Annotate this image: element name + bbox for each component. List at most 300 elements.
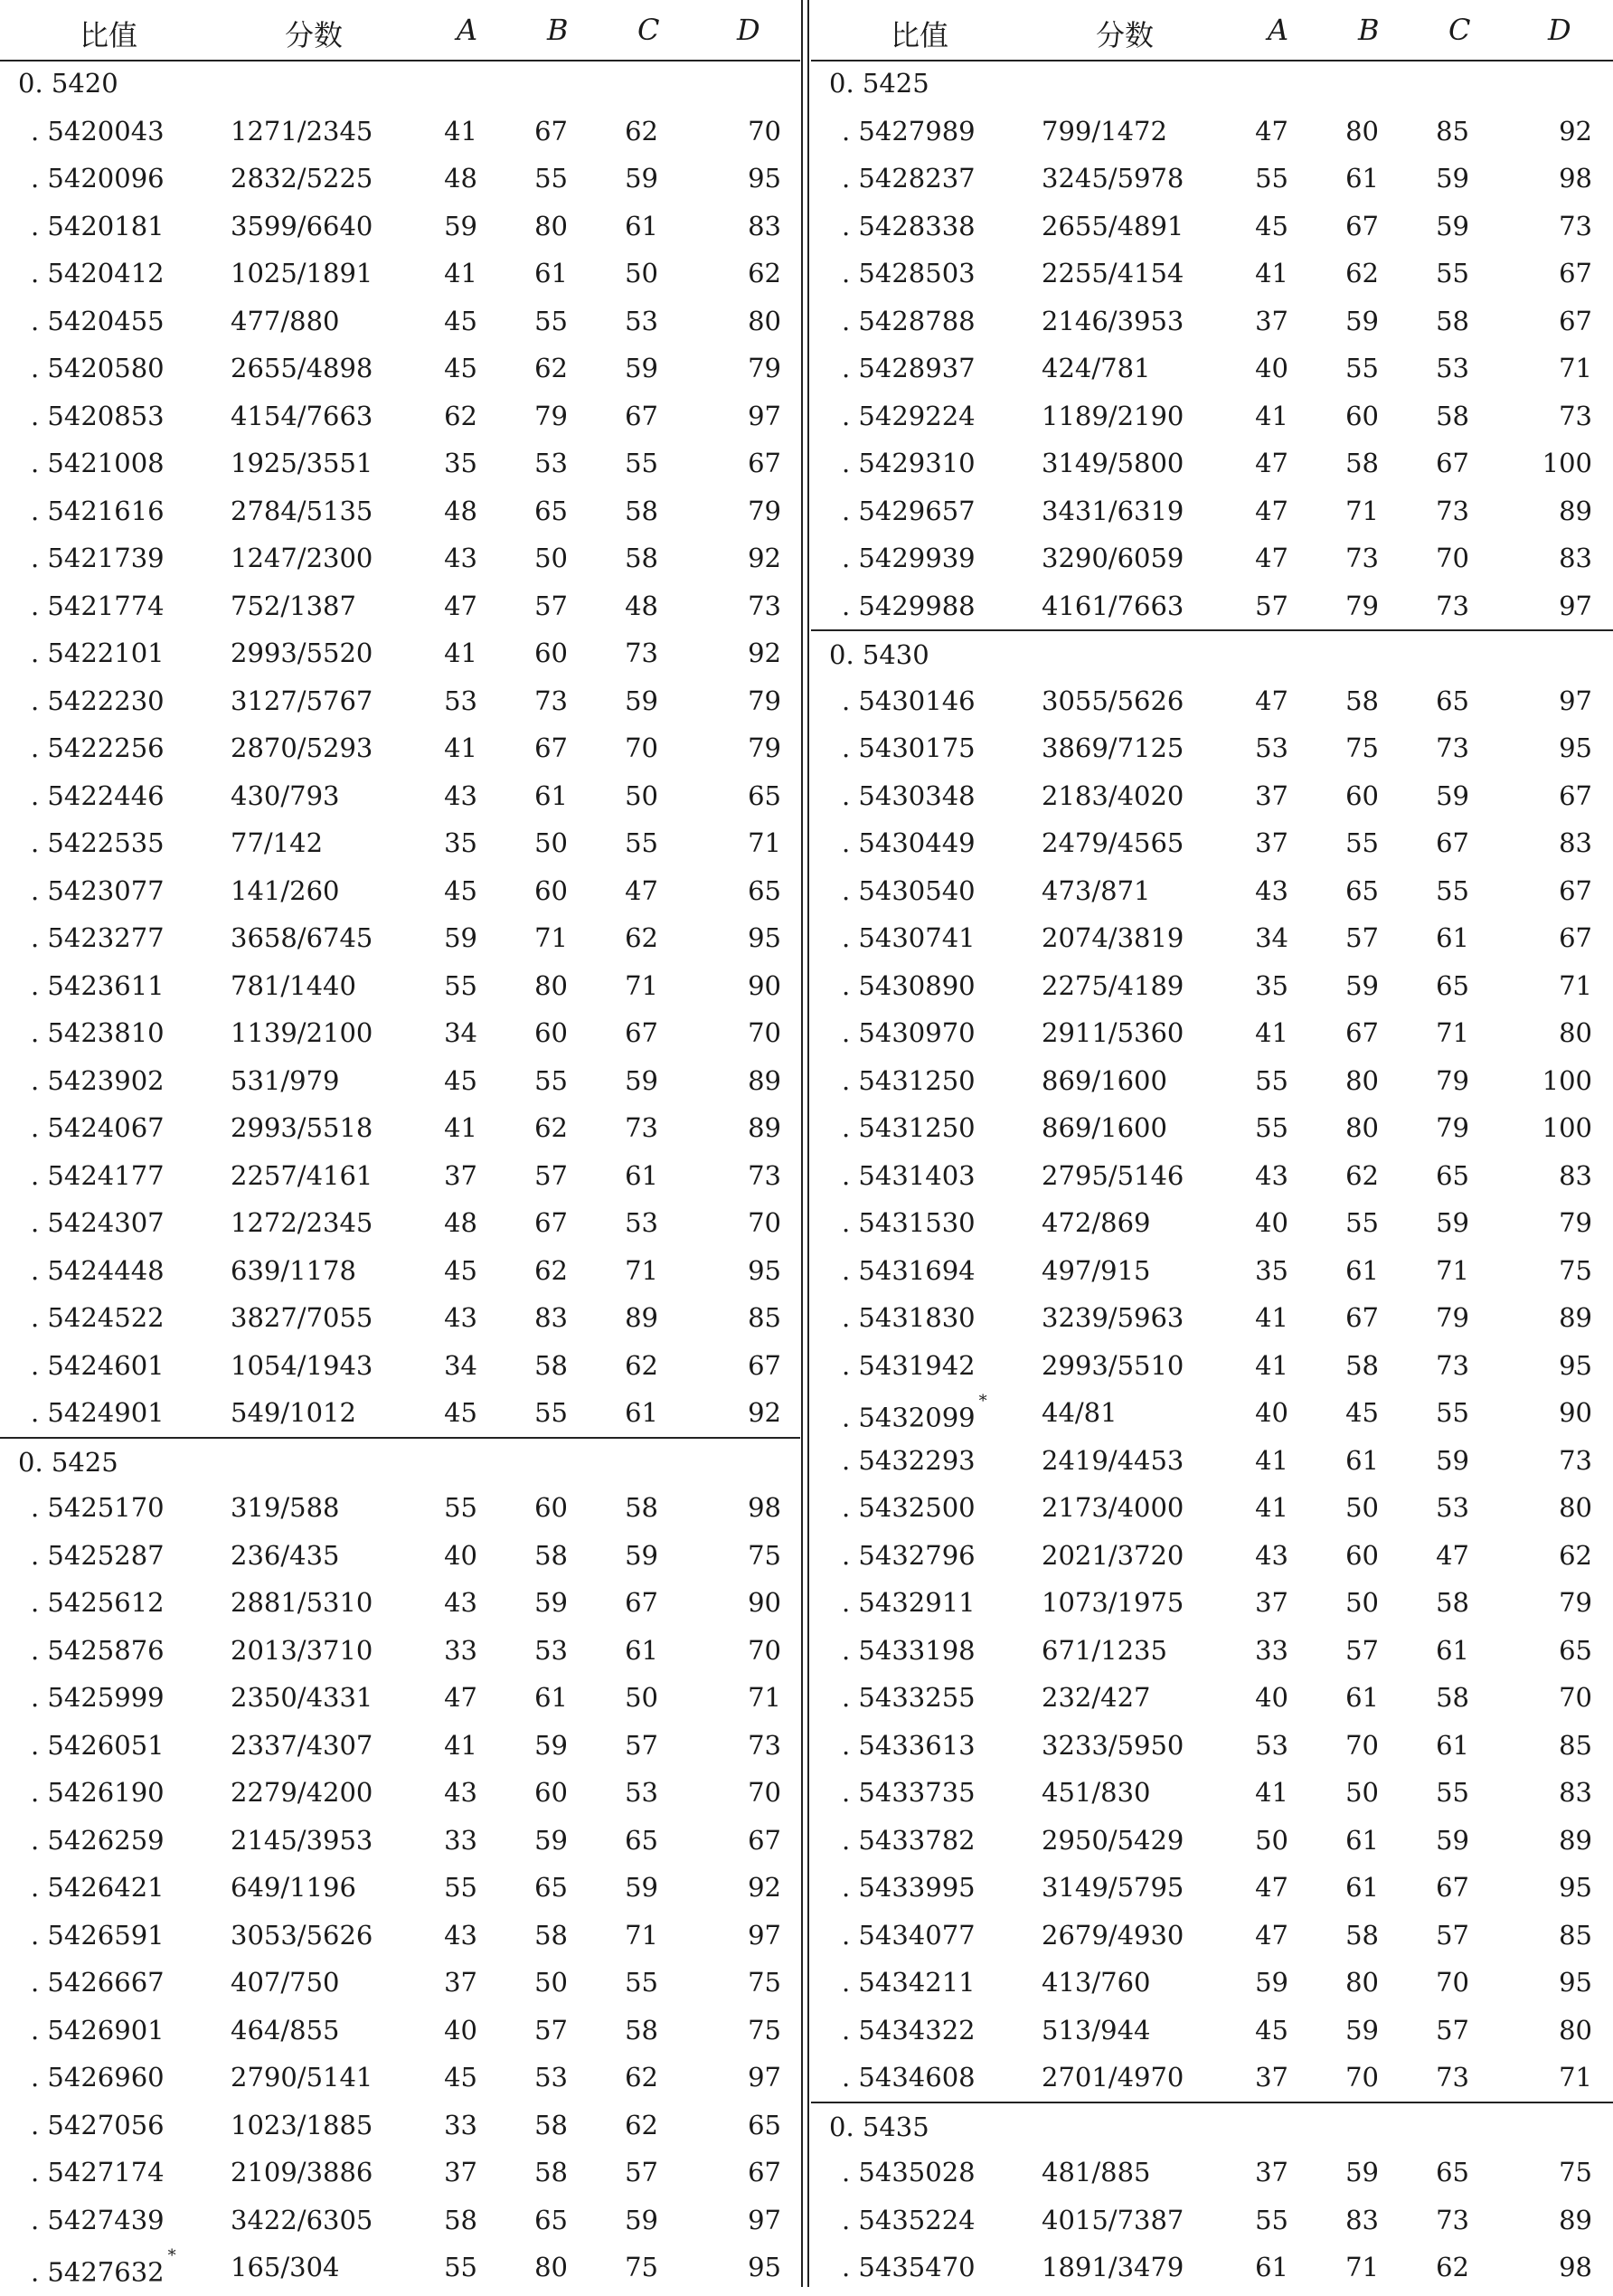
ratio-value: . 5422535 [31,827,165,858]
b-cell [1335,1057,1379,1105]
c-cell [615,487,658,535]
ratio-cell [31,1627,212,1675]
table-row [811,2007,1613,2055]
d-cell [705,1342,781,1390]
d-value: 80 [1559,1492,1592,1523]
b-cell [524,534,568,582]
c-cell [1426,1294,1469,1342]
ratio-value: . 5435224 [842,2204,976,2235]
table-row [811,1579,1613,1627]
b-cell [1335,1864,1379,1912]
frac-value: 869/1600 [1042,1064,1167,1096]
frac-value: 4015/7387 [1042,2204,1184,2235]
frac-value: 141/260 [231,874,340,906]
table-row [0,1769,800,1817]
column-b-header: B [1358,13,1380,47]
a-cell [1245,1009,1288,1057]
ratio-cell [842,677,1023,725]
c-value: 65 [1436,969,1469,1001]
a-value: 40 [444,2014,477,2046]
ratio-value: . 5420043 [31,115,165,146]
ratio-cell [31,629,212,677]
c-cell [1426,914,1469,962]
d-cell [705,1674,781,1722]
d-cell [1516,819,1592,867]
c-cell [615,629,658,677]
ratio-cell [31,1864,212,1912]
c-value: 62 [625,115,658,146]
a-value: 41 [444,638,477,668]
b-value: 67 [1345,210,1379,241]
d-cell [705,298,781,345]
c-value: 70 [1436,543,1469,573]
b-value: 53 [534,2062,568,2093]
b-cell [524,1009,568,1057]
frac-value: 165/304 [231,2252,340,2282]
a-value: 61 [1255,2252,1288,2282]
b-value: 62 [534,1254,568,1286]
fraction-cell [231,1009,411,1057]
d-cell [705,962,781,1010]
b-value: 61 [1345,163,1379,194]
d-value: 70 [1559,1682,1592,1713]
d-cell [1516,1247,1592,1295]
table-row [811,677,1613,725]
a-cell [434,1389,477,1437]
table-row [811,1104,1613,1152]
b-cell [524,2244,568,2291]
table-row [811,1437,1613,1485]
table-row [811,155,1613,203]
d-value: 90 [748,969,781,1001]
d-value: 83 [748,210,781,241]
table-row [811,1674,1613,1722]
ratio-cell [31,2149,212,2197]
ratio-cell [31,487,212,535]
ratio-cell [842,962,1023,1010]
b-value: 58 [1345,448,1379,478]
a-value: 43 [444,1587,477,1618]
ratio-cell [31,1912,212,1960]
a-value: 48 [444,163,477,194]
c-value: 59 [625,1872,658,1903]
b-cell [1335,1912,1379,1960]
column-d-header: D [1548,13,1571,47]
b-cell [524,677,568,725]
b-cell [524,724,568,772]
d-value: 73 [1559,210,1592,241]
a-cell [434,108,477,156]
a-value: 33 [1255,1634,1288,1666]
table-row [0,155,800,203]
b-value: 61 [1345,1872,1379,1903]
table-row [811,203,1613,250]
c-cell [615,1294,658,1342]
a-cell [434,1152,477,1200]
c-value: 61 [625,210,658,241]
c-cell [615,1247,658,1295]
table-row [811,534,1613,582]
b-cell [1335,1532,1379,1580]
ratio-value: . 5431830 [842,1302,976,1333]
c-cell [1426,867,1469,915]
a-value: 45 [444,1397,477,1428]
fraction-cell [231,1294,411,1342]
a-cell [1245,2244,1288,2291]
a-value: 48 [444,1207,477,1238]
b-value: 55 [1345,353,1379,383]
b-cell [1335,534,1379,582]
frac-value: 2790/5141 [231,2062,373,2093]
fraction-cell [231,298,411,345]
a-value: 45 [444,874,477,906]
c-value: 58 [625,543,658,573]
c-value: 53 [625,1777,658,1808]
table-row [0,1247,800,1295]
d-cell [1516,914,1592,962]
a-value: 48 [444,495,477,526]
d-value: 71 [1559,969,1592,1001]
column-b-header: B [547,13,569,47]
ratio-value: . 5427632 [31,2256,165,2288]
ratio-value: . 5431403 [842,1159,976,1191]
fraction-cell [231,582,411,630]
d-value: 71 [748,827,781,858]
a-cell [1245,819,1288,867]
b-value: 60 [1345,1539,1379,1571]
frac-value: 3127/5767 [231,685,373,716]
ratio-value: . 5429988 [842,590,976,621]
b-value: 67 [1345,1017,1379,1048]
ratio-column-header: 比值 [80,18,138,52]
fraction-cell [1042,2197,1222,2244]
d-cell [705,1389,781,1437]
b-cell [1335,439,1379,487]
c-value: 50 [625,780,658,811]
b-cell [1335,1817,1379,1865]
frac-value: 2109/3886 [231,2157,373,2187]
d-value: 67 [1559,922,1592,953]
ratio-value: . 5428788 [842,305,976,336]
a-value: 41 [1255,1349,1288,1381]
b-cell [524,2149,568,2197]
fraction-cell [1042,1294,1222,1342]
d-value: 85 [1559,1919,1592,1951]
d-value: 95 [748,1254,781,1286]
ratio-cell [31,867,212,915]
d-cell [705,1199,781,1247]
b-value: 80 [1345,1967,1379,1998]
c-cell [1426,1817,1469,1865]
c-value: 53 [625,305,658,336]
table-row [811,962,1613,1010]
a-cell [434,1722,477,1770]
d-value: 89 [1559,495,1592,526]
b-cell [1335,1199,1379,1247]
c-value: 53 [1436,1492,1469,1523]
frac-value: 2950/5429 [1042,1824,1184,1856]
frac-value: 1025/1891 [231,258,373,288]
ratio-cell [842,819,1023,867]
b-value: 55 [534,305,568,336]
b-cell [524,298,568,345]
ratio-value: . 5433198 [842,1634,976,1666]
b-value: 57 [534,2014,568,2046]
c-cell [615,914,658,962]
b-value: 59 [534,1729,568,1761]
a-cell [434,962,477,1010]
ratio-cell [31,1152,212,1200]
b-value: 61 [534,258,568,288]
table-row [0,1532,800,1580]
c-cell [615,250,658,298]
b-cell [524,772,568,820]
table-row [811,487,1613,535]
a-cell [434,629,477,677]
a-cell [1245,534,1288,582]
fraction-cell [1042,203,1222,250]
c-cell [1426,1152,1469,1200]
group-label: 0. 5430 [829,639,929,670]
table-row [0,487,800,535]
d-value: 67 [1559,305,1592,336]
b-value: 67 [534,732,568,763]
b-cell [1335,1247,1379,1295]
a-value: 57 [1255,590,1288,621]
d-value: 67 [748,2157,781,2187]
b-value: 60 [1345,400,1379,431]
d-cell [705,392,781,440]
frac-value: 2013/3710 [231,1634,373,1666]
a-value: 62 [444,400,477,431]
b-cell [1335,962,1379,1010]
c-value: 67 [625,400,658,431]
d-cell [705,867,781,915]
b-cell [524,2007,568,2055]
d-cell [1516,1532,1592,1580]
ratio-value: . 5425612 [31,1587,165,1618]
ratio-cell [842,582,1023,630]
frac-value: 451/830 [1042,1777,1151,1808]
c-value: 59 [1436,1824,1469,1856]
c-value: 71 [625,969,658,1001]
b-cell [524,1722,568,1770]
a-value: 45 [444,353,477,383]
b-cell [1335,914,1379,962]
b-cell [524,2102,568,2150]
b-value: 58 [534,1349,568,1381]
ratio-cell [842,2244,1023,2291]
c-cell [1426,1627,1469,1675]
ratio-value: . 5426259 [31,1824,165,1856]
c-value: 71 [625,1919,658,1951]
d-value: 67 [748,1349,781,1381]
c-cell [1426,1342,1469,1390]
frac-value: 671/1235 [1042,1634,1167,1666]
b-value: 61 [534,1682,568,1713]
b-cell [1335,819,1379,867]
a-value: 41 [444,1112,477,1143]
b-value: 50 [534,1967,568,1998]
d-value: 97 [748,1919,781,1951]
c-cell [1426,962,1469,1010]
ratio-cell [31,914,212,962]
d-cell [705,1057,781,1105]
d-cell [705,2007,781,2055]
table-row [0,629,800,677]
fraction-cell [231,1152,411,1200]
a-cell [1245,867,1288,915]
b-value: 80 [1345,115,1379,146]
frac-value: 2701/4970 [1042,2062,1184,2093]
table-row [811,772,1613,820]
ratio-cell [31,439,212,487]
d-cell [705,534,781,582]
frac-value: 3245/5978 [1042,163,1184,194]
ratio-value: . 5429657 [842,495,976,526]
a-cell [1245,2197,1288,2244]
c-value: 73 [1436,2204,1469,2235]
d-cell [705,582,781,630]
c-value: 89 [625,1302,658,1333]
c-value: 71 [625,1254,658,1286]
ratio-value: . 5428338 [842,210,976,241]
d-cell [1516,1912,1592,1960]
d-value: 97 [1559,590,1592,621]
a-cell [434,724,477,772]
fraction-cell [231,1247,411,1295]
d-value: 100 [1542,448,1592,478]
a-cell [1245,1674,1288,1722]
d-cell [1516,392,1592,440]
ratio-cell [31,1247,212,1295]
ratio-cell [842,345,1023,392]
c-cell [615,1627,658,1675]
d-cell [1516,1389,1592,1437]
table-row [0,1152,800,1200]
fraction-cell [231,1532,411,1580]
b-value: 80 [534,969,568,1001]
frac-value: 3149/5800 [1042,448,1184,478]
d-cell [1516,772,1592,820]
fraction-cell [231,1674,411,1722]
c-value: 50 [625,258,658,288]
b-value: 58 [1345,1919,1379,1951]
frac-value: 2275/4189 [1042,969,1184,1001]
d-cell [705,2102,781,2150]
a-value: 34 [1255,922,1288,953]
ratio-value: . 5424067 [31,1112,165,1143]
table-header [0,0,800,61]
frac-value: 319/588 [231,1492,340,1523]
d-value: 80 [1559,1017,1592,1048]
b-cell [1335,724,1379,772]
table-row [811,582,1613,630]
ratio-cell [842,1294,1023,1342]
group-label: 0. 5435 [829,2111,929,2142]
b-value: 57 [1345,922,1379,953]
b-value: 61 [1345,1824,1379,1856]
b-value: 53 [534,1634,568,1666]
fraction-cell [1042,1532,1222,1580]
ratio-value: . 5430175 [842,732,976,763]
c-value: 70 [1436,1967,1469,1998]
c-value: 61 [625,1634,658,1666]
group-label: 0. 5420 [18,68,118,99]
a-value: 43 [444,1777,477,1808]
b-value: 57 [534,590,568,621]
c-cell [615,1009,658,1057]
d-value: 65 [748,780,781,811]
d-cell [1516,1769,1592,1817]
ratio-cell [842,1484,1023,1532]
ratio-value: . 5425999 [31,1682,165,1713]
d-value: 89 [1559,1302,1592,1333]
ratio-value: . 5423277 [31,922,165,953]
a-cell [1245,1627,1288,1675]
d-cell [1516,867,1592,915]
ratio-value: . 5434077 [842,1919,976,1951]
b-cell [1335,1627,1379,1675]
d-cell [1516,1674,1592,1722]
c-cell [1426,1009,1469,1057]
d-cell [1516,2054,1592,2102]
a-cell [1245,108,1288,156]
d-value: 95 [1559,1967,1592,1998]
table-row [811,1199,1613,1247]
d-value: 75 [748,1539,781,1571]
fraction-cell [231,250,411,298]
a-value: 55 [1255,2204,1288,2235]
c-cell [1426,2054,1469,2102]
a-cell [434,2007,477,2055]
group-header-row [0,60,800,108]
fraction-cell [1042,1864,1222,1912]
d-cell [1516,1199,1592,1247]
d-value: 79 [748,495,781,526]
b-cell [524,1674,568,1722]
ratio-cell [31,108,212,156]
fraction-cell [231,1864,411,1912]
d-value: 100 [1542,1064,1592,1096]
d-cell [705,2244,781,2291]
table-row [0,724,800,772]
c-cell [1426,345,1469,392]
a-cell [434,819,477,867]
a-value: 43 [444,543,477,573]
d-value: 62 [1559,1539,1592,1571]
ratio-cell [31,392,212,440]
b-value: 59 [1345,2157,1379,2187]
d-value: 70 [748,1777,781,1808]
b-value: 80 [534,2252,568,2282]
c-cell [615,819,658,867]
frac-value: 1073/1975 [1042,1587,1184,1618]
c-cell [1426,392,1469,440]
group-header-row [811,2102,1613,2151]
c-cell [1426,1389,1469,1437]
b-value: 71 [1345,2252,1379,2282]
a-value: 33 [444,1824,477,1856]
d-value: 73 [1559,1444,1592,1476]
c-value: 50 [625,1682,658,1713]
c-value: 79 [1436,1302,1469,1333]
c-value: 73 [1436,495,1469,526]
c-cell [1426,1769,1469,1817]
frac-value: 407/750 [231,1967,340,1998]
table-row [0,1484,800,1532]
b-value: 62 [534,353,568,383]
